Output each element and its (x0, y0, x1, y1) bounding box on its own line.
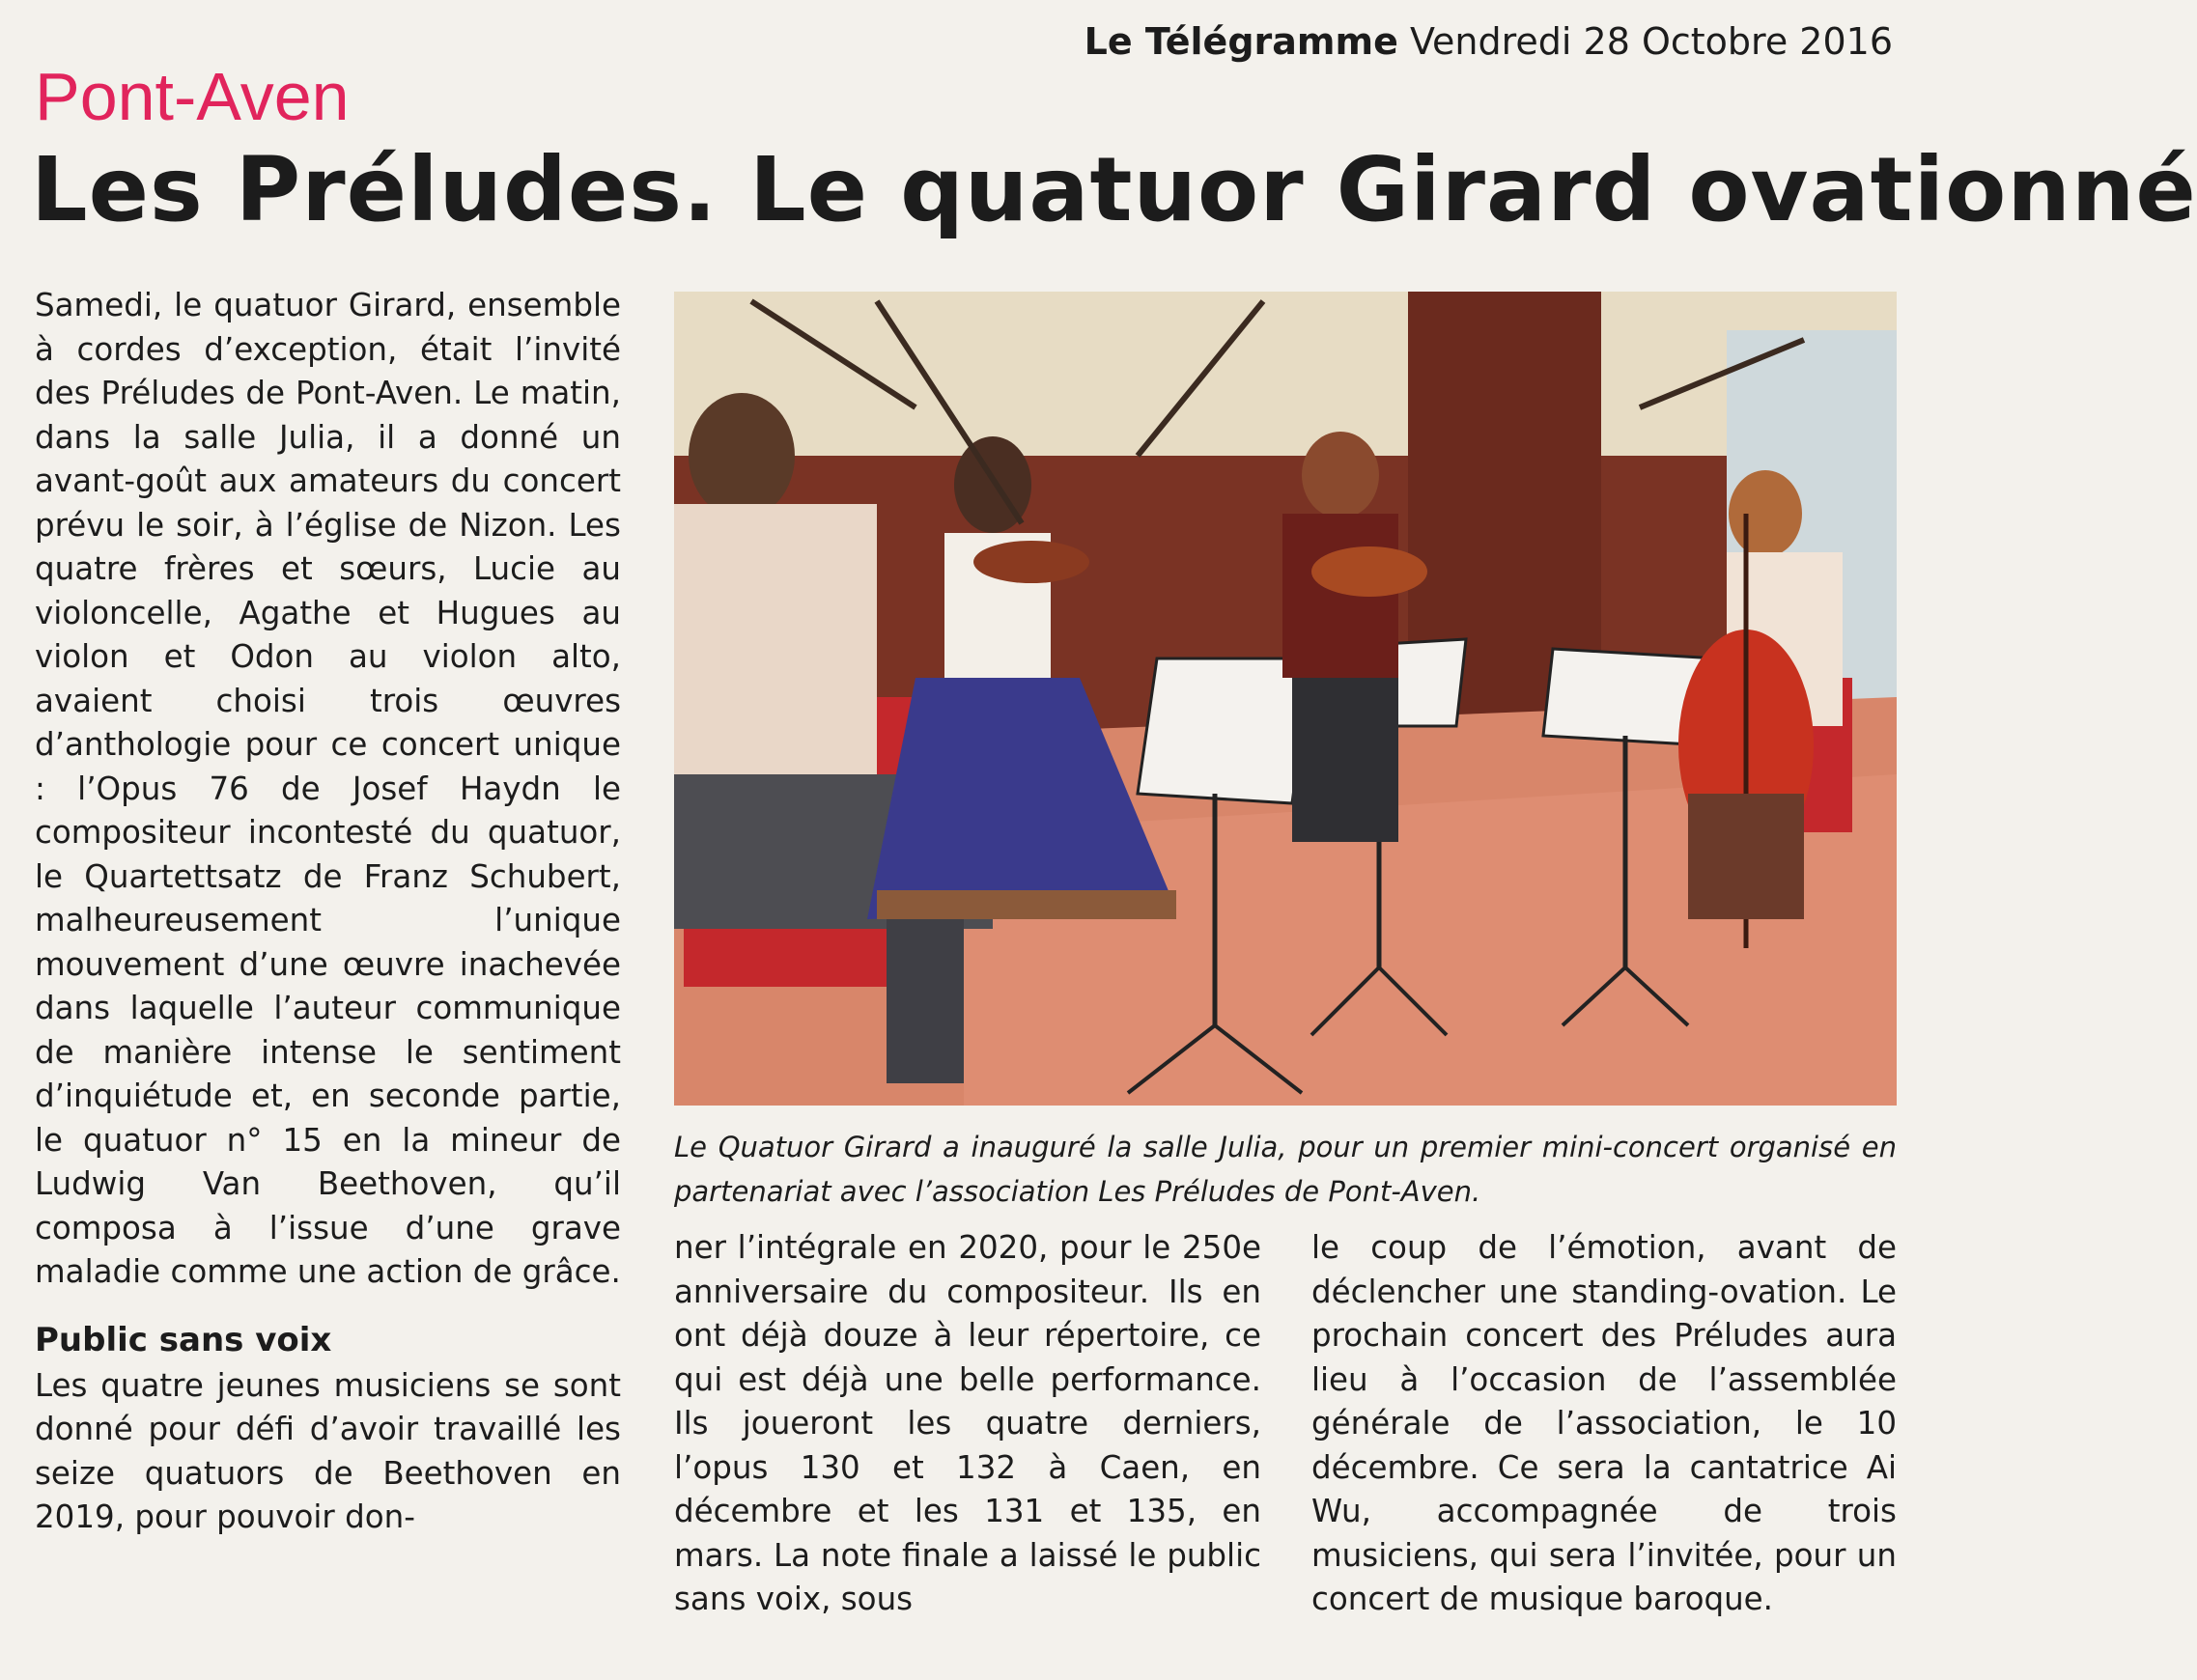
article-headline: Les Préludes. Le quatuor Girard ovationné (31, 138, 2197, 241)
article-paragraph: Les quatre jeunes musiciens se sont donné pour défi d’avoir travaillé les seize quatuors de Beethoven en 2019, pour pouvoir don- (35, 1366, 621, 1535)
article-paragraph: ner l’intégrale en 2020, pour le 250e anniversaire du compositeur. Ils en ont déjà douze à leur répertoire, ce qui est déjà une belle performance. Ils joueront les quatre derniers, l’opus 130 et 132 à Caen, en décembre et les 131 et 135, en mars. La note finale a laissé le public sans voix, sous (674, 1229, 1261, 1617)
masthead (1084, 19, 1893, 64)
article-subheading: Public sans voix (35, 1320, 332, 1359)
newspaper-name: Le Télégramme (1084, 20, 1398, 63)
article-paragraph: Samedi, le quatuor Girard, ensemble à cordes d’exception, était l’invité des Préludes de Pont-Aven. Le matin, dans la salle Julia, il a donné un avant-goût aux amateurs du concert prévu le soir, à l’église de Nizon. Les quatre frères et sœurs, Lucie au violoncelle, Agathe et Hugues au violon et Odon au violon alto, avaient choisi trois œuvres d’anthologie pour ce concert unique : l’Opus 76 de Josef Haydn le compositeur incontesté du quatuor, le Quartettsatz de Franz Schubert, malheureusement l’unique mouvement d’une œuvre inachevée dans laquelle l’auteur communique de manière intense le sentiment d’inquiétude et, en seconde partie, le quatuor n° 15 en la mineur de Ludwig Van Beethoven, qu’il composa à l’issue d’une grave maladie comme une action de grâce. (35, 287, 621, 1290)
section-rubric: Pont-Aven (35, 59, 350, 134)
publication-date: Vendredi 28 Octobre 2016 (1409, 20, 1893, 63)
article-column-3 (1311, 1226, 1897, 1622)
article-column-1 (35, 284, 621, 1540)
quartet-photo (674, 292, 1897, 1106)
article-paragraph: le coup de l’émotion, avant de déclencher une standing-ovation. Le prochain concert des Préludes aura lieu à l’occasion de l’assemblée générale de l’association, le 10 décembre. Ce sera la cantatrice Ai Wu, accompagnée de trois musiciens, qui sera l’invitée, pour un concert de musique baroque. (1311, 1229, 1897, 1617)
article-column-2 (674, 1226, 1261, 1622)
photo-caption: Le Quatuor Girard a inauguré la salle Julia, pour un premier mini-concert organisé en partenariat avec l’association Les Préludes de Pont-Aven. (674, 1131, 1897, 1208)
